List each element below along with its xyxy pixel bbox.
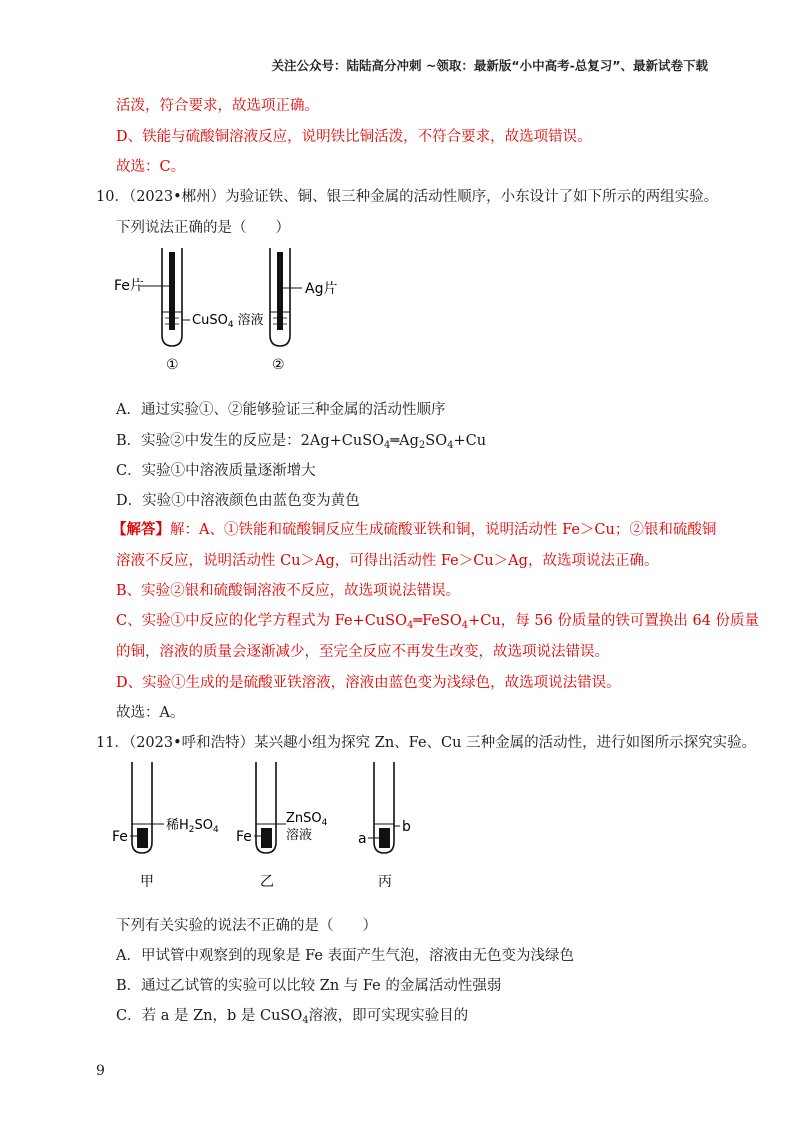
answer-line: D、实验①生成的是硫酸亚铁溶液，溶液由蓝色变为浅绿色，故选项说法错误。: [116, 675, 621, 691]
znso4-solution-label: 溶液: [286, 828, 313, 843]
answer-line: 故选：A。: [116, 705, 185, 721]
option-b: B．实验②中发生的反应是：$2Ag+CuSO_4═Ag_2SO_4+Cu$: [116, 433, 487, 451]
fe-label: Fe片: [114, 278, 144, 294]
question-stem: 下列说法正确的是（ ）: [116, 220, 290, 236]
test-tube-bing: [374, 762, 394, 853]
answer-line: 的铜，溶液的质量会逐渐减少，至完全反应不再发生改变，故选项说法错误。: [116, 644, 609, 660]
tube-label-jia: 甲: [140, 874, 154, 890]
znso4-label: ZnSO$_4$: [286, 811, 328, 828]
fe-label: Fe: [112, 829, 128, 845]
answer-line: 溶液不反应，说明活动性 Cu＞Ag，可得出活动性 Fe＞Cu＞Ag，故选项说法正确。: [116, 553, 659, 569]
tube-label-yi: 乙: [260, 874, 274, 890]
b-label: b: [402, 819, 411, 835]
test-tube-2: [270, 248, 290, 346]
tube-2-number: ②: [272, 357, 285, 373]
answer-text: D、铁能与硫酸铜溶液反应，说明铁比铜活泼，不符合要求，故选项错误。: [116, 129, 592, 145]
acid-label: 稀$H_2SO_4$: [166, 818, 219, 835]
q11-figure: [110, 758, 430, 893]
test-tube-yi: [256, 762, 276, 853]
page-number: 9: [96, 1063, 105, 1079]
answer-line: 【解答】解：A、①铁能和硫酸铜反应生成硫酸亚铁和铜，说明活动性 Fe＞Cu；②银和硫酸铜: [112, 521, 717, 538]
a-label: a: [358, 831, 367, 847]
answer-tag: 【解答】: [112, 521, 170, 538]
option-a: A．甲试管中观察到的现象是 Fe 表面产生气泡，溶液由无色变为浅绿色: [116, 948, 575, 964]
tube-1-number: ①: [166, 357, 179, 373]
ag-label: Ag片: [305, 281, 338, 297]
option-d: D．实验①中溶液颜色由蓝色变为黄色: [116, 493, 360, 509]
option-a: A．通过实验①、②能够验证三种金属的活动性顺序: [116, 402, 446, 418]
cuso4-label: CuSO$_4$ 溶液: [192, 313, 264, 330]
option-c: C．实验①中溶液质量逐渐增大: [116, 463, 316, 479]
answer-text: 活泼，符合要求，故选项正确。: [116, 98, 319, 114]
answer-line: C、实验①中反应的化学方程式为 Fe+CuSO$_4$═FeSO$_4$+Cu，每 56 份质量的铁可置换出 64 份质量: [116, 613, 760, 631]
question-stem: 11．（2023•呼和浩特）某兴趣小组为探究 Zn、Fe、Cu 三种金属的活动性，进行如图所示探究实验。: [96, 735, 757, 751]
option-b: B．通过乙试管的实验可以比较 Zn 与 Fe 的金属活动性强弱: [116, 978, 502, 994]
question-stem: 下列有关实验的说法不正确的是（ ）: [116, 918, 377, 934]
page-header: 关注公众号：陆陆高分冲刺 ~领取：最新版“小中高考-总复习”、最新试卷下载: [271, 58, 708, 73]
option-c: C．若 a 是 Zn，b 是 CuSO$_4$溶液，即可实现实验目的: [116, 1008, 469, 1026]
fe-label: Fe: [236, 829, 252, 845]
answer-line: B、实验②银和硫酸铜溶液不反应，故选项说法错误。: [116, 583, 461, 599]
q10-figure: [110, 240, 360, 380]
test-tube-1: [162, 248, 182, 346]
answer-text: 故选：C。: [116, 159, 186, 175]
question-stem: 10．（2023•郴州）为验证铁、铜、银三种金属的活动性顺序，小东设计了如下所示的两组实验。: [96, 189, 719, 205]
test-tube-jia: [132, 762, 152, 853]
tube-label-bing: 丙: [378, 874, 392, 890]
